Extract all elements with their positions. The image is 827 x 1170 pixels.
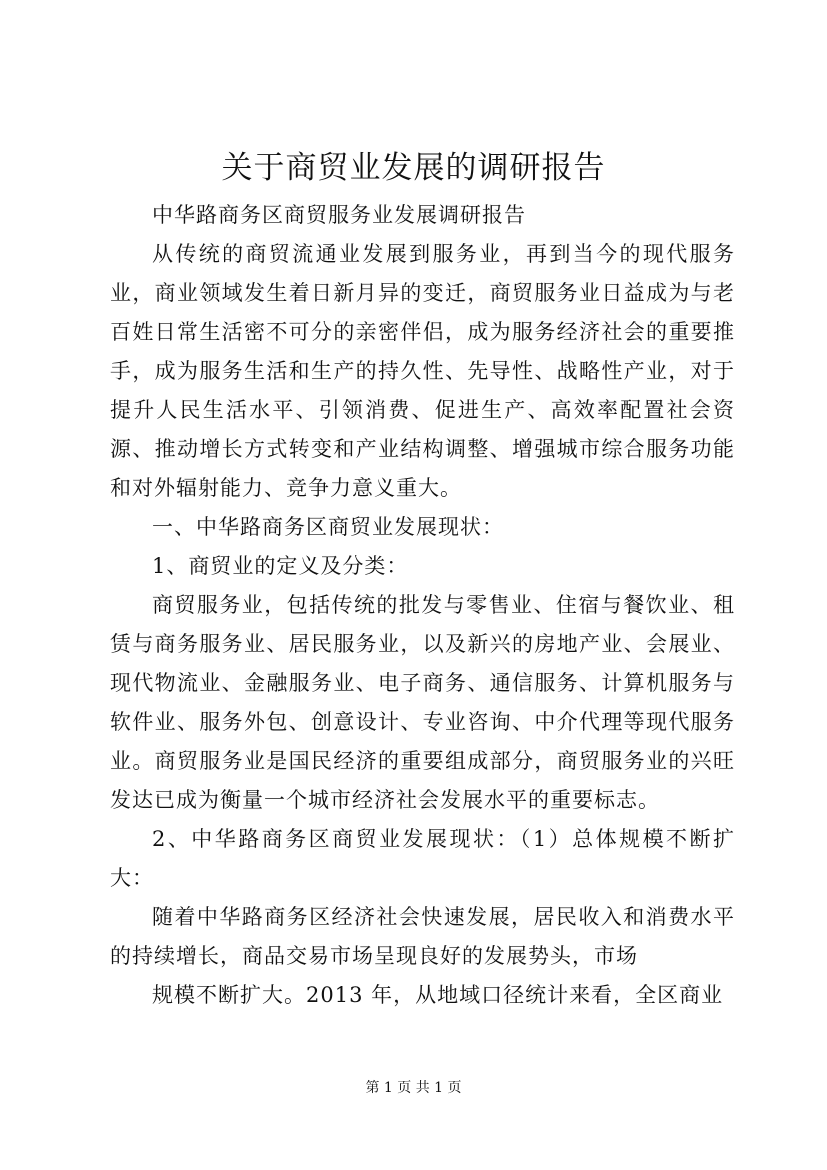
- report-subtitle: 中华路商务区商贸服务业发展调研报告: [152, 203, 526, 227]
- page-footer: 第 1 页 共 1 页: [365, 1080, 462, 1096]
- paragraph-intro: 从传统的商贸流通业发展到服务业，再到当今的现代服务业，商业领域发生着日新月异的变迁，商贸服务业日益成为与老百姓日常生活密不可分的亲密伴侣，成为服务经济社会的重要推手，成为服务生活和生产的持久性、先导性、战略性产业，对于提升人民生活水平、引领消费、促进生产、高效率配置社会资源、推动增长方式转变和产业结构调整、增强城市综合服务功能和对外辐射能力、竞争力意义重大。: [110, 242, 735, 500]
- paragraph-scale: 规模不断扩大。2013 年，从地域口径统计来看，全区商业: [152, 983, 724, 1007]
- paragraph-definition: 商贸服务业，包括传统的批发与零售业、住宿与餐饮业、租赁与商务服务业、居民服务业，以及新兴的房地产业、会展业、现代物流业、金融服务业、电子商务、通信服务、计算机服务与软件业、服务外包、创意设计、专业咨询、中介代理等现代服务业。商贸服务业是国民经济的重要组成部分，商贸服务业的兴旺发达已成为衡量一个城市经济社会发展水平的重要标志。: [110, 593, 735, 812]
- subsection-heading-2: 2、中华路商务区商贸业发展现状：（1）总体规模不断扩大：: [110, 827, 735, 890]
- section-heading-1: 一、中华路商务区商贸业发展现状：: [152, 515, 504, 539]
- paragraph-growth: 随着中华路商务区经济社会快速发展，居民收入和消费水平的持续增长，商品交易市场呈现良好的发展势头，市场: [110, 905, 735, 968]
- document-title: 关于商贸业发展的调研报告: [221, 150, 606, 186]
- subsection-heading-1: 1、商贸业的定义及分类：: [152, 554, 409, 578]
- document-body: [110, 196, 735, 1015]
